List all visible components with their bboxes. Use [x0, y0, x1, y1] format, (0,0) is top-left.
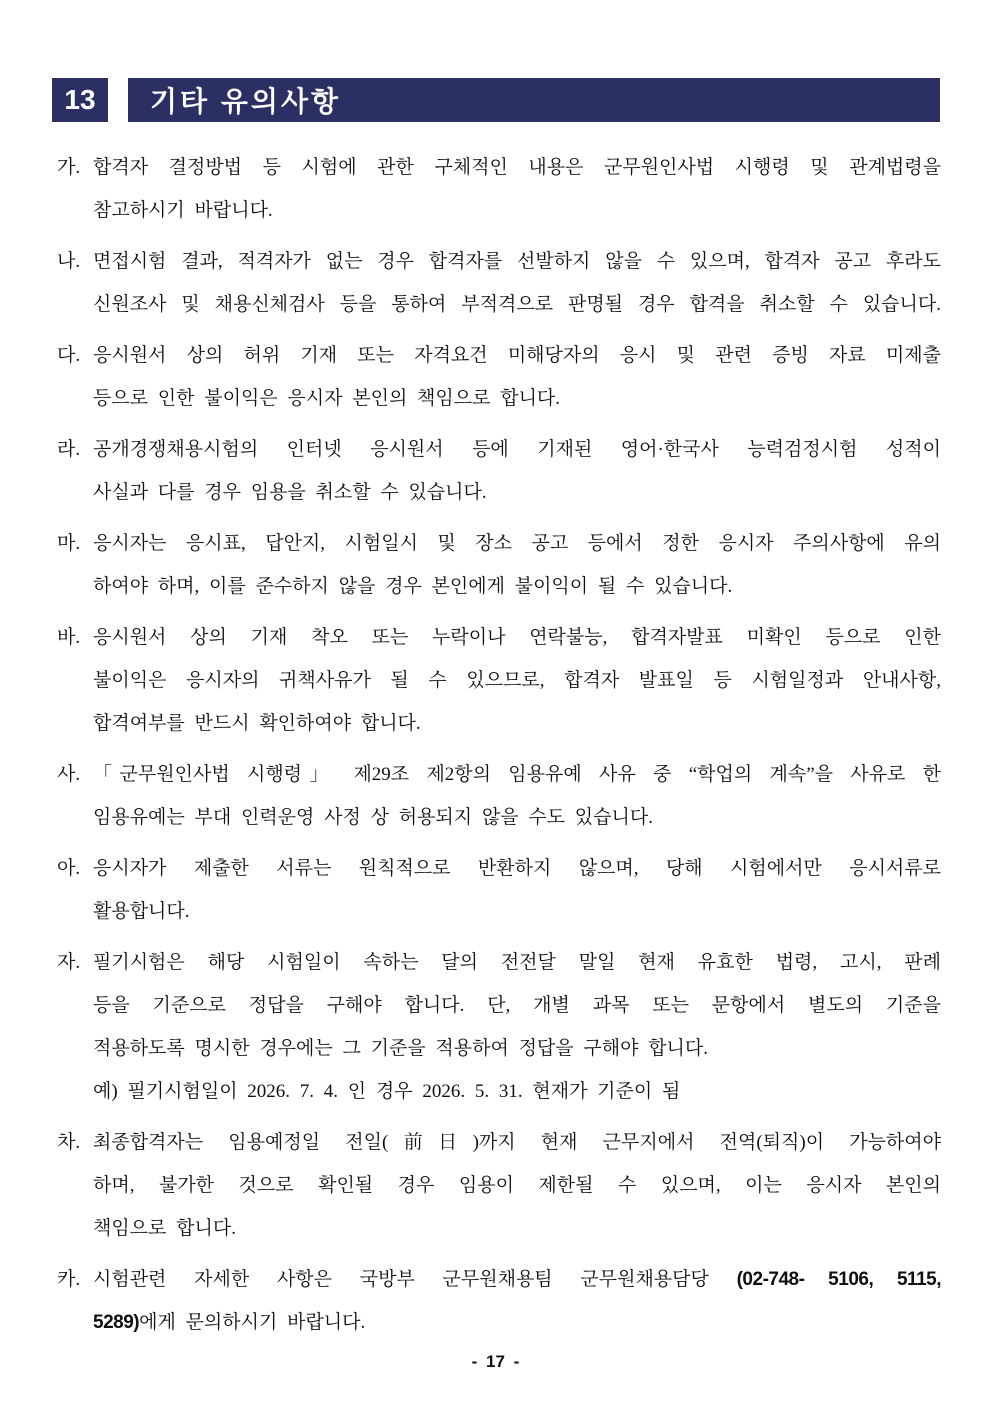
item-label: 마.: [57, 533, 81, 554]
notice-item-ra: [57, 428, 941, 514]
contact-phone-part2: 5289): [93, 1312, 140, 1333]
text-line: 면접시험 결과, 적격자가 없는 경우 합격자를 선발하지 않을 수 있으며, 합격자 공고 후라도: [93, 251, 941, 272]
text-line: 하며, 불가한 것으로 확인될 경우 임용이 제한될 수 있으며, 이는 응시자 본인의: [93, 1175, 941, 1196]
text-line: 응시원서 상의 허위 기재 또는 자격요건 미해당자의 응시 및 관련 증빙 자료 미제출: [93, 345, 941, 366]
text-line: 활용합니다.: [93, 901, 190, 922]
text-line: 등을 기준으로 정답을 구해야 합니다. 단, 개별 과목 또는 문항에서 별도의 기준을: [93, 995, 941, 1016]
text-line: 신원조사 및 채용신체검사 등을 통하여 부적격으로 판명될 경우 합격을 취소할 수 있습니다.: [93, 294, 941, 315]
text-line: 「군무원인사법 시행령」 제29조 제2항의 임용유예 사유 중 “학업의 계속”을 사유로 한: [93, 764, 941, 785]
text-line: 하여야 하며, 이를 준수하지 않을 경우 본인에게 불이익이 될 수 있습니다.: [93, 576, 733, 597]
section-title-bar: [128, 78, 940, 122]
notice-item-cha: [57, 1121, 941, 1250]
text-line: 합격여부를 반드시 확인하여야 합니다.: [93, 713, 421, 734]
text-line: 적용하도록 명시한 경우에는 그 기준을 적용하여 정답을 구해야 합니다.: [93, 1038, 709, 1059]
notice-list: [57, 146, 941, 1344]
page-number: - 17 -: [471, 1352, 520, 1371]
section-title: 기타 유의사항: [150, 86, 342, 117]
example-line: 예) 필기시험일이 2026. 7. 4. 인 경우 2026. 5. 31. 현재가 기준이 됨: [93, 1081, 681, 1102]
text-line: [93, 1301, 941, 1344]
text-line: 최종합격자는 임용예정일 전일(前日)까지 현재 근무지에서 전역(퇴직)이 가능하여야: [93, 1132, 941, 1153]
item-label: 아.: [57, 858, 81, 879]
item-label: 차.: [57, 1132, 81, 1153]
text-line: 합격자 결정방법 등 시험에 관한 구체적인 내용은 군무원인사법 시행령 및 관계법령을: [93, 157, 941, 178]
contact-phone-part1: (02-748- 5106, 5115,: [736, 1269, 941, 1290]
header-gap: [108, 78, 128, 122]
text-line: 응시원서 상의 기재 착오 또는 누락이나 연락불능, 합격자발표 미확인 등으로 인한: [93, 627, 941, 648]
item-label: 다.: [57, 345, 81, 366]
text-line: 등으로 인한 불이익은 응시자 본인의 책임으로 합니다.: [93, 388, 561, 409]
contact-text-tail: 에게 문의하시기 바랍니다.: [139, 1312, 366, 1333]
notice-item-a: [57, 847, 941, 933]
notice-item-ba: [57, 616, 941, 745]
notice-item-ma: [57, 522, 941, 608]
item-label: 바.: [57, 627, 81, 648]
item-label: 나.: [57, 251, 81, 272]
page-footer: [0, 1352, 991, 1372]
item-label: 자.: [57, 952, 81, 973]
text-line: 책임으로 합니다.: [93, 1218, 236, 1239]
notice-item-na: [57, 240, 941, 326]
notice-item-ja: [57, 941, 941, 1113]
contact-text: 시험관련 자세한 사항은 국방부 군무원채용팀 군무원채용담당: [93, 1269, 737, 1290]
section-header: [52, 78, 940, 122]
text-line: 임용유예는 부대 인력운영 사정 상 허용되지 않을 수도 있습니다.: [93, 807, 653, 828]
item-label: 카.: [57, 1269, 81, 1290]
notice-item-sa: [57, 753, 941, 839]
text-line: 필기시험은 해당 시험일이 속하는 달의 전전달 말일 현재 유효한 법령, 고시, 판례: [93, 952, 941, 973]
section-number-badge: 13: [52, 78, 108, 122]
text-line: 불이익은 응시자의 귀책사유가 될 수 있으므로, 합격자 발표일 등 시험일정과 안내사항,: [93, 670, 941, 691]
notice-item-ga: [57, 146, 941, 232]
text-line: 응시자가 제출한 서류는 원칙적으로 반환하지 않으며, 당해 시험에서만 응시서류로: [93, 858, 941, 879]
notice-item-da: [57, 334, 941, 420]
text-line: 사실과 다를 경우 임용을 취소할 수 있습니다.: [93, 482, 487, 503]
item-label: 가.: [57, 157, 81, 178]
text-line: 참고하시기 바랍니다.: [93, 200, 273, 221]
text-line: 공개경쟁채용시험의 인터넷 응시원서 등에 기재된 영어·한국사 능력검정시험 성적이: [93, 439, 941, 460]
text-line: 응시자는 응시표, 답안지, 시험일시 및 장소 공고 등에서 정한 응시자 주의사항에 유의: [93, 533, 941, 554]
text-line: [93, 1258, 941, 1301]
notice-item-ka: [57, 1258, 941, 1344]
item-label: 라.: [57, 439, 81, 460]
item-label: 사.: [57, 764, 81, 785]
